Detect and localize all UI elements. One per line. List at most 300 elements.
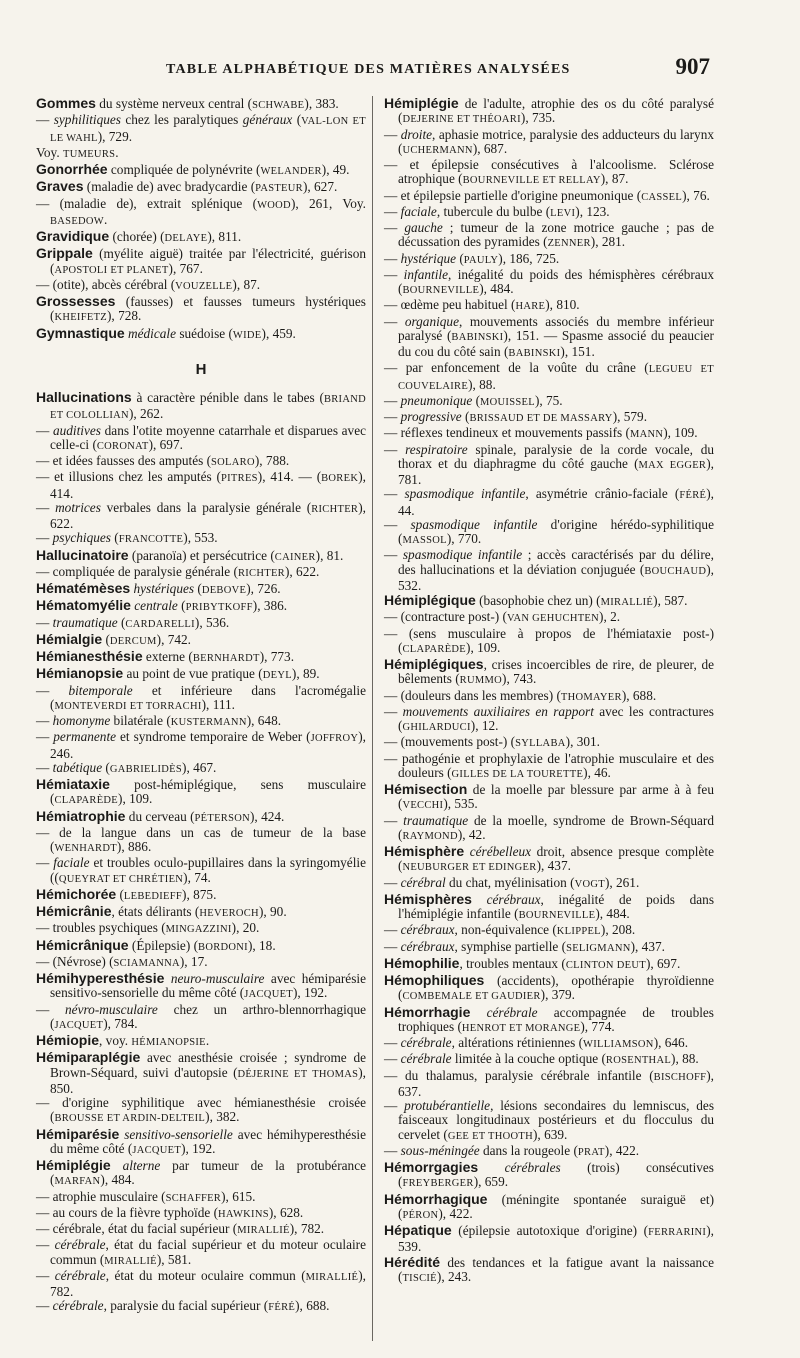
entry-text: ), 109. bbox=[466, 639, 501, 655]
entry-text: ), 422. bbox=[604, 1142, 640, 1158]
entry-author: ROSENTHAL bbox=[605, 1055, 672, 1067]
entry-headword: Hallucinatoire bbox=[36, 546, 129, 563]
entry-text: ), 44. bbox=[398, 486, 714, 518]
index-entry bbox=[384, 518, 714, 549]
index-entry bbox=[36, 470, 366, 501]
right-column bbox=[384, 96, 714, 1286]
entry-author: MARFAN bbox=[54, 1176, 101, 1188]
entry-text: limitée à la couche optique ( bbox=[451, 1051, 606, 1067]
index-entry bbox=[36, 714, 366, 730]
entry-text: ), 615. bbox=[221, 1188, 256, 1204]
entry-headword: Hémiatrophie bbox=[36, 807, 126, 824]
entry-text: ( bbox=[116, 886, 124, 902]
entry-text: ), 379. bbox=[540, 987, 576, 1003]
entry-qualifier: progressive bbox=[400, 409, 462, 424]
entry-author: PÉRON bbox=[402, 1209, 439, 1221]
entry-text: ( bbox=[292, 112, 302, 128]
entry-qualifier: gauche bbox=[404, 220, 443, 235]
entry-author: HÉMIANOPSIE bbox=[131, 1037, 206, 1048]
entry-headword: Gravidique bbox=[36, 228, 110, 244]
entry-headword: Grossesses bbox=[36, 293, 116, 309]
entry-text: ), 688. bbox=[295, 1298, 330, 1314]
entry-text: ), 622. bbox=[50, 499, 366, 531]
index-entry bbox=[36, 1299, 366, 1315]
index-entry bbox=[36, 294, 366, 326]
entry-text: spinale, paralysie de la corde vocale, du thorax et du diaphragme du côté gauche ( bbox=[398, 441, 714, 471]
index-entry bbox=[36, 684, 366, 715]
entry-author: BRIAND ET COLOLLIAN bbox=[50, 394, 366, 422]
entry-text: (accidents), opothérapie thyroïdienne ( bbox=[398, 973, 714, 1003]
entry-text: post-hémiplégique, sens musculaire ( bbox=[50, 777, 366, 807]
entry-text: ), 743. bbox=[502, 671, 537, 687]
entry-text: , tubercule du bulbe ( bbox=[436, 203, 551, 219]
entry-author: SCHWABE bbox=[252, 100, 305, 111]
entry-author: PRAT bbox=[577, 1146, 605, 1158]
entry-text: (trois) consécutives ( bbox=[398, 1160, 714, 1190]
entry-qualifier: traumatique bbox=[52, 614, 118, 630]
index-entry bbox=[36, 229, 366, 246]
entry-text: — pathogénie et prophylaxie de l'atrophie musculaire et des douleurs ( bbox=[384, 750, 714, 780]
entry-author: GABRIELIDÈS bbox=[109, 763, 183, 775]
entry-qualifier: cérébrales bbox=[478, 1160, 561, 1175]
entry-text: (paranoïa) et persécutrice ( bbox=[128, 547, 275, 563]
entry-author: RUMMO bbox=[459, 675, 503, 687]
entry-author: CARDARELLI bbox=[125, 618, 195, 630]
entry-author: BOURNEVILLE bbox=[402, 285, 480, 296]
index-entry bbox=[36, 1096, 366, 1127]
entry-author: HARE bbox=[515, 301, 546, 313]
entry-text: de l'adulte, atrophie des os du côté paralysé ( bbox=[398, 96, 714, 126]
index-entry bbox=[384, 752, 714, 783]
entry-text: — et idées fausses des amputés ( bbox=[36, 453, 212, 468]
entry-author: MIRALLIÉ bbox=[305, 1271, 359, 1283]
index-entry bbox=[36, 565, 366, 581]
entry-text: ), 627. bbox=[302, 179, 338, 195]
index-entry bbox=[36, 1003, 366, 1034]
index-entry bbox=[36, 616, 366, 632]
entry-author: KUSTERMANN bbox=[170, 717, 247, 728]
entry-qualifier: cérébrale bbox=[54, 1267, 106, 1283]
index-entry bbox=[36, 1050, 366, 1096]
entry-author: HEVEROCH bbox=[199, 908, 259, 919]
entry-text: ), 261. bbox=[604, 874, 640, 890]
index-entry bbox=[36, 887, 366, 904]
entry-text: , altérations rétiniennes ( bbox=[451, 1035, 584, 1050]
entry-author: BOREK bbox=[321, 473, 359, 485]
entry-text: — œdème peu habituel ( bbox=[384, 297, 516, 313]
entry-dash: — bbox=[36, 614, 53, 630]
entry-text: ), 81. bbox=[315, 547, 344, 563]
entry-author: WIDE bbox=[232, 329, 262, 341]
entry-text: ), 536. bbox=[194, 614, 230, 630]
entry-qualifier: syphilitiques bbox=[53, 112, 121, 128]
entry-text: — et illusions chez les amputés ( bbox=[36, 469, 221, 485]
entry-text: (Épilepsie) ( bbox=[128, 937, 199, 953]
index-entry bbox=[36, 278, 366, 294]
entry-text: ), 811. bbox=[207, 229, 242, 244]
entry-text: ), 89. bbox=[291, 666, 320, 682]
entry-text: ), 437. bbox=[630, 938, 665, 954]
entry-text: des tendances et la fatigue avant la naissance ( bbox=[398, 1254, 714, 1284]
entry-text: — du thalamus, paralysie cérébrale infantile ( bbox=[384, 1067, 654, 1083]
index-entry bbox=[36, 390, 366, 424]
entry-text: — cérébrale, état du facial supérieur ( bbox=[36, 1221, 238, 1236]
entry-text: ), 539. bbox=[398, 1223, 714, 1255]
entry-text: ), 875. bbox=[182, 886, 217, 902]
entry-dash: — bbox=[36, 713, 53, 728]
index-entry bbox=[36, 777, 366, 809]
entry-text: et troubles oculo-pupillaires dans la syringomyélie (( bbox=[50, 855, 366, 885]
entry-text: ), 88. bbox=[468, 376, 496, 392]
entry-dash: — bbox=[384, 516, 411, 532]
index-entry bbox=[384, 1005, 714, 1037]
index-entry bbox=[36, 197, 366, 230]
index-entry bbox=[384, 782, 714, 814]
entry-text: ( bbox=[472, 392, 481, 408]
entry-text: de la moelle par blessure par arme à à feu ( bbox=[398, 782, 714, 812]
entry-text: ), 192. bbox=[293, 985, 328, 1001]
entry-text: ), 208. bbox=[600, 922, 636, 938]
index-entry bbox=[36, 1206, 366, 1222]
entry-author: DELAYE bbox=[164, 233, 208, 244]
index-entry bbox=[384, 892, 714, 924]
entry-dash: — bbox=[384, 703, 403, 719]
index-entry bbox=[36, 1222, 366, 1238]
entry-author: COMBEMALE ET GAUDIER bbox=[402, 991, 541, 1003]
entry-text: ), 20. bbox=[231, 920, 260, 936]
entry-author: MAX EGGER bbox=[638, 459, 707, 471]
index-entry bbox=[384, 814, 714, 845]
entry-text: ), 735. bbox=[520, 110, 556, 126]
entry-dash: — bbox=[36, 499, 56, 515]
entry-dash: — bbox=[384, 922, 401, 938]
entry-dash: — bbox=[384, 1098, 405, 1113]
entry-text: ( bbox=[102, 631, 110, 647]
entry-author: FÉRÉ bbox=[679, 490, 707, 502]
index-entry bbox=[384, 1036, 714, 1052]
entry-headword: Hémiplégique bbox=[384, 592, 476, 608]
entry-author: VOUZELLE bbox=[175, 280, 233, 292]
entry-text: ), 151. — Spasme associé du peaucier du cou du côté sain ( bbox=[398, 327, 714, 359]
index-entry bbox=[384, 689, 714, 705]
entry-text: , crises incoercibles de rire, de pleurer, de bêlements ( bbox=[398, 657, 714, 687]
entry-text: ), 422. bbox=[438, 1205, 473, 1221]
entry-text: ), 728. bbox=[107, 308, 142, 324]
entry-author: KLIPPEL bbox=[556, 926, 601, 938]
entry-text: — (sens musculaire à propos de l'hémiataxie post-) ( bbox=[384, 625, 714, 655]
entry-dash: — bbox=[36, 759, 53, 775]
entry-author: SCIAMANNA bbox=[113, 957, 180, 969]
entry-text: (myélite aiguë) traitée par l'électricité, guérison ( bbox=[50, 246, 366, 276]
entry-qualifier: névro-musculaire bbox=[65, 1001, 158, 1017]
entry-author: BROUSSE ET ARDIN-DELTEIL bbox=[54, 1113, 206, 1125]
entry-author: JACQUET bbox=[244, 989, 293, 1001]
entry-text: ), 697. bbox=[148, 436, 183, 452]
entry-author: CLINTON DEUT bbox=[565, 959, 646, 971]
index-entry bbox=[384, 221, 714, 252]
entry-headword: Hémorrhagique bbox=[384, 1190, 488, 1207]
entry-dash: — bbox=[36, 112, 54, 128]
entry-text: droit, absence presque complète ( bbox=[398, 844, 714, 874]
entry-text: ), 687. bbox=[472, 140, 508, 156]
entry-headword: Gonorrhée bbox=[36, 161, 108, 177]
index-entry bbox=[384, 394, 714, 410]
entry-author: UCHERMANN bbox=[402, 144, 473, 156]
entry-qualifier: cérébral bbox=[400, 874, 446, 890]
entry-headword: Hallucinations bbox=[36, 389, 132, 405]
index-entry bbox=[384, 1223, 714, 1255]
entry-author: DÉJERINE ET THOMAS bbox=[237, 1068, 359, 1080]
entry-text: dans la rougeole ( bbox=[479, 1142, 578, 1158]
entry-author: HENROT ET MORANGE bbox=[461, 1022, 581, 1034]
entry-qualifier: pneumonique bbox=[400, 392, 473, 408]
entry-qualifier: faciale bbox=[53, 855, 90, 871]
entry-dash: — bbox=[36, 530, 53, 546]
entry-text: ( bbox=[117, 614, 126, 630]
entry-text: au point de vue pratique ( bbox=[123, 666, 263, 682]
index-entry bbox=[384, 705, 714, 736]
entry-text: — réflexes tendineux et mouvements passifs ( bbox=[384, 425, 630, 441]
entry-author: CASSEL bbox=[641, 191, 683, 203]
entry-qualifier: sensitivo-sensorielle bbox=[119, 1126, 233, 1142]
entry-text: ), 192. bbox=[181, 1140, 216, 1156]
index-entry bbox=[36, 809, 366, 826]
entry-dash: — bbox=[36, 1267, 55, 1283]
entry-qualifier: cérébrale bbox=[400, 1035, 452, 1050]
entry-qualifier: cérébrale bbox=[470, 1004, 538, 1020]
entry-text: ), 386. bbox=[252, 598, 288, 614]
entry-author: VAL-LON ET LE WAHL bbox=[50, 116, 366, 144]
entry-qualifier: spasmodique infantile bbox=[402, 547, 523, 563]
entry-text: du système nerveux central ( bbox=[95, 96, 253, 111]
entry-text: chez les paralytiques bbox=[120, 112, 243, 128]
entry-text: ( bbox=[177, 598, 186, 614]
index-entry bbox=[384, 1144, 714, 1160]
entry-author: BISCHOFF bbox=[653, 1071, 707, 1083]
entry-qualifier: faciale bbox=[400, 203, 437, 219]
entry-text: ), 246. bbox=[50, 729, 366, 761]
entry-text: (méningite spontanée suraiguë et) ( bbox=[398, 1191, 714, 1221]
entry-headword: Hémiparésie bbox=[36, 1125, 120, 1142]
entry-headword: Hématémèses bbox=[36, 580, 131, 596]
entry-author: SOLARO bbox=[211, 457, 255, 468]
entry-author: WOOD bbox=[257, 199, 291, 211]
entry-text: , mouvements associés du membre inférieur paralysé ( bbox=[398, 313, 715, 343]
entry-qualifier: cérébrale bbox=[400, 1051, 452, 1067]
entry-text: (basophobie chez un) ( bbox=[475, 593, 601, 608]
index-entry bbox=[384, 548, 714, 593]
entry-headword: Hémianopsie bbox=[36, 665, 124, 682]
entry-author: PRIBYTKOFF bbox=[185, 602, 253, 614]
index-entry bbox=[384, 1099, 714, 1144]
entry-headword: Hémisphères bbox=[384, 890, 472, 907]
entry-author: HAWKINS bbox=[218, 1208, 269, 1220]
entry-author: VAN GEHUCHTEN bbox=[506, 613, 600, 625]
entry-dash: — bbox=[384, 1051, 401, 1067]
entry-headword: Graves bbox=[36, 178, 84, 195]
index-entry bbox=[384, 1255, 714, 1287]
index-entry bbox=[36, 146, 366, 162]
index-entry bbox=[36, 531, 366, 547]
entry-text: ), 46. bbox=[583, 764, 611, 780]
index-entry bbox=[384, 1192, 714, 1224]
entry-author: RAYMOND bbox=[402, 830, 458, 842]
index-entry bbox=[36, 1127, 366, 1159]
entry-text: ( bbox=[456, 250, 464, 266]
index-entry bbox=[384, 128, 714, 159]
entry-text: ), 49. bbox=[321, 162, 350, 177]
entry-headword: Hémiplégiques bbox=[384, 656, 484, 672]
entry-text: accompagnée de troubles trophiques ( bbox=[398, 1004, 714, 1034]
entry-author: SCHAFFER bbox=[165, 1192, 222, 1204]
index-entry bbox=[384, 844, 714, 876]
entry-text: ), 109. bbox=[663, 425, 698, 441]
entry-author: LEBEDIEFF bbox=[123, 890, 183, 902]
entry-dash: — bbox=[384, 409, 401, 424]
entry-text: ), 90. bbox=[258, 904, 287, 919]
entry-text: , paralysie du facial supérieur ( bbox=[103, 1298, 269, 1314]
entry-qualifier: psychiques bbox=[52, 530, 111, 546]
index-entry bbox=[384, 158, 714, 189]
entry-author: VOGT bbox=[574, 878, 605, 890]
entry-qualifier: spasmodique infantile bbox=[410, 516, 538, 532]
entry-headword: Hémicrânie bbox=[36, 903, 112, 919]
entry-text: ), 2. bbox=[599, 609, 621, 625]
entry-headword: Hémorrhagie bbox=[384, 1003, 471, 1020]
entry-text: ), 637. bbox=[398, 1067, 714, 1099]
index-entry bbox=[384, 298, 714, 314]
entry-text: ), 622. bbox=[284, 563, 320, 579]
entry-dash: — bbox=[36, 855, 54, 871]
entry-author: SELIGMANN bbox=[566, 942, 631, 954]
entry-dash: — bbox=[384, 313, 405, 329]
entry-text: , inégalité de poids dans l'hémiplégie infantile ( bbox=[398, 891, 715, 921]
entry-text: ), 770. bbox=[446, 531, 482, 546]
entry-headword: Hémiopie bbox=[36, 1032, 100, 1048]
index-entry bbox=[36, 955, 366, 971]
index-entry bbox=[36, 826, 366, 857]
entry-qualifier: cérébrale bbox=[54, 1237, 106, 1253]
entry-author: THOMAYER bbox=[560, 691, 622, 703]
entry-dash: — bbox=[384, 1142, 401, 1158]
entry-text: ), 484. bbox=[595, 906, 630, 921]
entry-author: RICHTER bbox=[237, 567, 285, 579]
index-entry bbox=[384, 268, 714, 299]
entry-text: ), 659. bbox=[473, 1174, 509, 1190]
entry-text: , aphasie motrice, paralysie des adducteurs du larynx ( bbox=[398, 126, 714, 156]
entry-text: chez un arthro-blennorrhagique ( bbox=[50, 1001, 366, 1031]
entry-text: et syndrome temporaire de Weber ( bbox=[116, 729, 311, 745]
entry-author: APOSTOLI ET PLANET bbox=[54, 264, 169, 276]
entry-text: , troubles mentaux ( bbox=[459, 955, 566, 971]
entry-text: . bbox=[115, 144, 119, 160]
entry-text: ), 774. bbox=[580, 1018, 615, 1034]
entry-text: ), 42. bbox=[457, 826, 486, 842]
entry-headword: Hémorrgagies bbox=[384, 1159, 479, 1175]
entry-text: ), 87. bbox=[600, 171, 629, 187]
entry-text: avec hémihyperesthésie du même côté ( bbox=[50, 1126, 366, 1156]
entry-text: ), 484. bbox=[100, 1172, 135, 1188]
entry-text: ), 437. bbox=[536, 858, 571, 874]
entry-text: ), 646. bbox=[653, 1035, 689, 1050]
index-entry bbox=[384, 923, 714, 939]
entry-dash: — bbox=[36, 1237, 55, 1253]
entry-text: (chorée) ( bbox=[109, 229, 165, 244]
entry-text: — et épilepsie consécutives à l'alcoolisme. Sclérose atrophique ( bbox=[384, 157, 714, 187]
entry-dash: — bbox=[384, 266, 404, 282]
entry-dash: — bbox=[384, 547, 403, 563]
page-number: 907 bbox=[675, 54, 710, 79]
index-entry bbox=[384, 189, 714, 205]
entry-qualifier: cérébrale bbox=[52, 1298, 104, 1314]
entry-author: LEGUEU ET COUVELAIRE bbox=[398, 364, 714, 392]
index-entry bbox=[384, 361, 714, 394]
index-entry bbox=[384, 956, 714, 973]
index-entry bbox=[384, 410, 714, 426]
entry-text: — (otite), abcès cérébral ( bbox=[36, 276, 176, 292]
entry-text: ), 781. bbox=[398, 455, 714, 487]
entry-dash: — bbox=[36, 1298, 53, 1314]
entry-text: , lésions secondaires du lemniscus, des faisceaux longitudinaux postérieurs et du flocculus du cervelet ( bbox=[398, 1098, 714, 1142]
index-entry bbox=[384, 940, 714, 956]
entry-qualifier: respiratoire bbox=[405, 441, 468, 457]
column-divider bbox=[372, 96, 373, 1341]
entry-text: externe ( bbox=[142, 649, 193, 664]
index-entry bbox=[36, 761, 366, 777]
entry-headword: Hémiataxie bbox=[36, 776, 110, 792]
entry-text: ( bbox=[102, 759, 110, 775]
entry-text: — et épilepsie partielle d'origine pneumonique ( bbox=[384, 187, 642, 203]
entry-text: ), 17. bbox=[179, 953, 208, 969]
entry-qualifier: bitemporale bbox=[68, 682, 133, 698]
entry-author: CORONAT bbox=[96, 440, 149, 452]
entry-text: , asymétrie crânio-faciale ( bbox=[525, 486, 680, 502]
entry-author: JACQUET bbox=[132, 1144, 182, 1156]
index-entry bbox=[36, 326, 366, 343]
entry-qualifier: sous-méningée bbox=[400, 1142, 480, 1158]
entry-dash: — bbox=[384, 392, 401, 408]
entry-qualifier: cérébelleux bbox=[464, 844, 532, 859]
entry-text: (maladie de) avec bradycardie ( bbox=[83, 179, 256, 195]
entry-qualifier: organique bbox=[404, 313, 459, 329]
entry-text: ), 186, 725. bbox=[498, 250, 560, 266]
entry-text: ), 382. bbox=[205, 1109, 240, 1125]
entry-text: ( bbox=[194, 581, 202, 596]
entry-text: bilatérale ( bbox=[110, 713, 171, 728]
entry-text: , voy. bbox=[99, 1033, 132, 1048]
entry-author: BOURNEVILLE bbox=[518, 910, 596, 921]
entry-author: KHEIFETZ bbox=[54, 312, 107, 324]
index-entry bbox=[384, 610, 714, 626]
entry-text: ), 414. — ( bbox=[257, 469, 322, 485]
entry-qualifier: traumatique bbox=[403, 812, 469, 828]
entry-text: ), 281. bbox=[590, 234, 626, 250]
index-entry bbox=[384, 1052, 714, 1068]
entry-text: ), 587. bbox=[653, 593, 688, 608]
entry-text: ), 87. bbox=[232, 276, 261, 292]
entry-headword: Hémisphère bbox=[384, 843, 465, 859]
entry-dash: — bbox=[384, 203, 401, 219]
entry-author: VECCHI bbox=[402, 800, 444, 812]
index-entry bbox=[36, 921, 366, 937]
entry-text: ), 243. bbox=[436, 1268, 472, 1284]
entry-text: ), 773. bbox=[259, 649, 295, 664]
entry-text: ), 12. bbox=[470, 718, 499, 733]
index-entry bbox=[384, 252, 714, 268]
entry-dash: — bbox=[384, 874, 401, 890]
entry-dash: — bbox=[384, 126, 401, 142]
entry-author: DERCUM bbox=[109, 635, 157, 647]
